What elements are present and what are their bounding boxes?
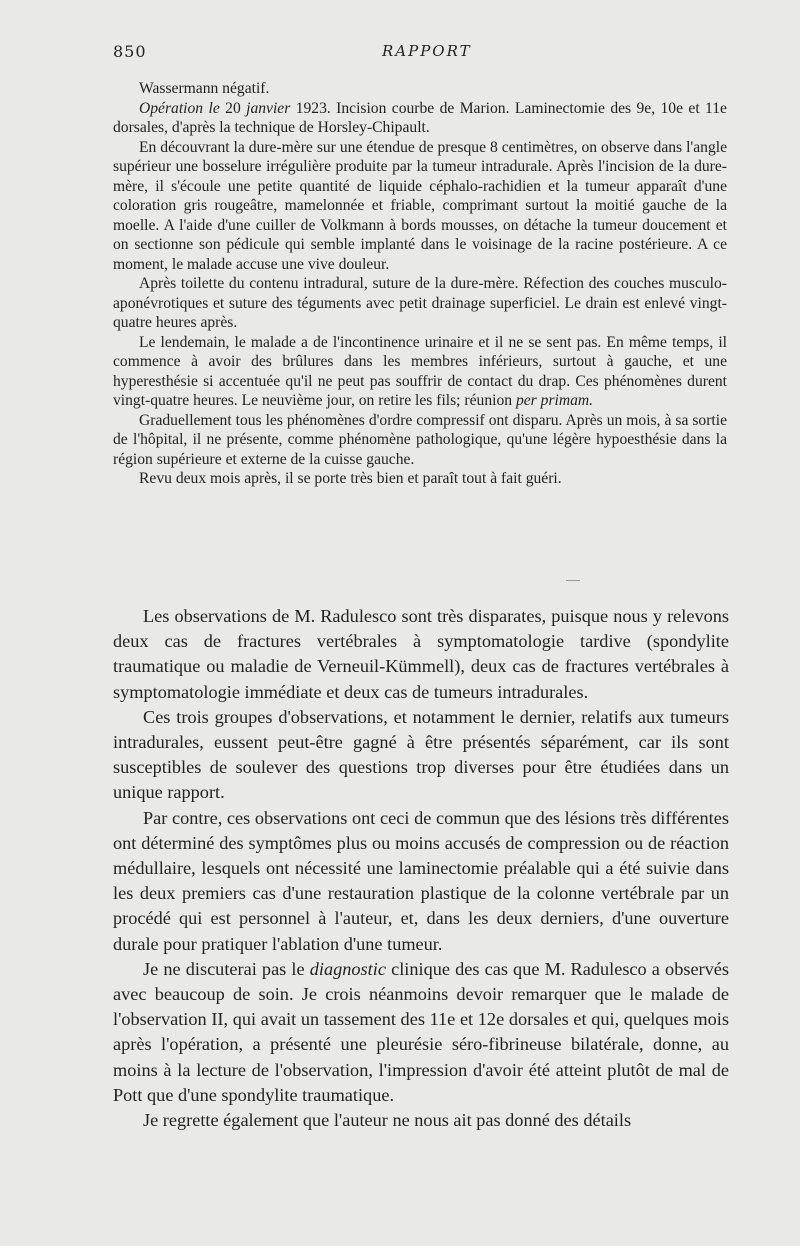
- running-title: RAPPORT: [382, 42, 472, 60]
- case-italic: janvier: [246, 99, 291, 117]
- commentary-paragraph: [113, 705, 729, 806]
- commentary-text: Ces trois groupes d'observations, et notamment le dernier, relatifs aux tumeurs intradurales, eussent peut-être gagné à être présentés séparément, car ils sont susceptibles de soulever des questions trop diverses pour être étudiées dans un unique rapport.: [113, 706, 729, 803]
- commentary-text: Je ne discuterai pas le: [143, 958, 305, 979]
- case-text: Wassermann négatif.: [139, 80, 270, 97]
- case-paragraph: [113, 138, 727, 275]
- case-text: En découvrant la dure-mère sur une étendue de presque 8 centimètres, on observe dans l'angle supérieur une bosselure irrégulière produite par la tumeur intradurale. Après l'incision de la dure-mère, il s'écoule une petite quantité de liquide céphalo-rachidien et la tumeur apparaît d'une coloration gris rougeâtre, mamelonnée et friable, comprimant surtout la moitié gauche de la moelle. A l'aide d'une cuiller de Volkmann à bords mousses, on détache la tumeur doucement et on sectionne son pédicule qui semble implanté dans le voisinage de la racine postérieure. A ce moment, le malade accuse une vive douleur.: [113, 138, 727, 273]
- commentary-text: Je regrette également que l'auteur ne nous ait pas donné des détails: [143, 1110, 632, 1131]
- page-number: 850: [113, 42, 147, 61]
- case-paragraph: [113, 469, 727, 489]
- commentary: [113, 604, 729, 1133]
- commentary-paragraph: [113, 1108, 729, 1133]
- commentary-text: Les observations de M. Radulesco sont très disparates, puisque nous y relevons deux cas de fractures vertébrales à symptomatologie tardive (spondylite traumatique ou maladie de Verneuil-Kümmell), deux cas de fractures vertébrales à symptomatologie immédiate et deux cas de tumeurs intradurales.: [113, 606, 729, 702]
- case-text: Graduellement tous les phénomènes d'ordre compressif ont disparu. Après un mois, à sa sortie de l'hôpital, il ne présente, comme phénomène pathologique, qu'une légère hypoesthésie dans la région supérieure et externe de la cuisse gauche.: [113, 411, 727, 468]
- case-paragraph: [113, 79, 727, 99]
- case-text: 20: [225, 99, 241, 117]
- case-paragraph: [113, 99, 727, 138]
- case-text: Après toilette du contenu intradural, suture de la dure-mère. Réfection des couches musculo-aponévrotiques et suture des téguments avec petit drainage superficiel. Le drain est enlevé vingt-quatre heures après.: [113, 275, 727, 331]
- commentary-paragraph: [113, 806, 729, 957]
- case-italic: per primam.: [515, 392, 594, 409]
- case-text: Revu deux mois après, il se porte très bien et paraît tout à fait guéri.: [139, 470, 562, 487]
- case-text: Le lendemain, le malade a de l'incontinence urinaire et il ne se sent pas. En même temps, il commence à avoir des brûlures dans les membres inférieurs, surtout à gauche, et une hyperesthésie si accentuée qu'il ne peut pas souffrir de contact du drap. Ces phénomènes durent vingt-quatre heures. Le neuvième jour, on retire les fils; réunion: [113, 333, 727, 409]
- page-header: [0, 42, 800, 64]
- case-italic: Opération le: [139, 99, 220, 117]
- case-paragraph: [113, 411, 727, 470]
- section-divider: [566, 580, 580, 581]
- case-report: [113, 79, 727, 489]
- case-text: 1923. Incision courbe de Marion. Laminectomie des 9e, 10e et 11e dorsales, d'après la technique de Horsley-Chipault.: [113, 99, 727, 136]
- commentary-paragraph: [113, 604, 729, 705]
- commentary-text: clinique des cas que M. Radulesco a observés avec beaucoup de soin. Je crois néanmoins devoir remarquer que le malade de l'observation II, qui avait un tassement des 11e et 12e dorsales et qui, quelques mois après l'opération, a présenté une pleurésie séro-fibrineuse bilatérale, donne, au moins à la lecture de l'observation, l'impression d'avoir été atteint plutôt de mal de Pott que d'une spondylite traumatique.: [113, 958, 730, 1105]
- commentary-paragraph: [113, 957, 729, 1108]
- commentary-text: Par contre, ces observations ont ceci de commun que des lésions très différentes ont déterminé des symptômes plus ou moins accusés de compression ou de réaction médullaire, lesquels ont nécessité une laminectomie préalable qui a été suivie dans les deux premiers cas d'une restauration plastique de la colonne vertébrale par un procédé qui est personnel à l'auteur, et, dans les deux derniers, d'une ouverture durale pour pratiquer l'ablation d'une tumeur.: [113, 807, 729, 954]
- case-paragraph: [113, 274, 727, 333]
- commentary-italic: diagnostic: [309, 958, 386, 979]
- case-paragraph: [113, 333, 727, 411]
